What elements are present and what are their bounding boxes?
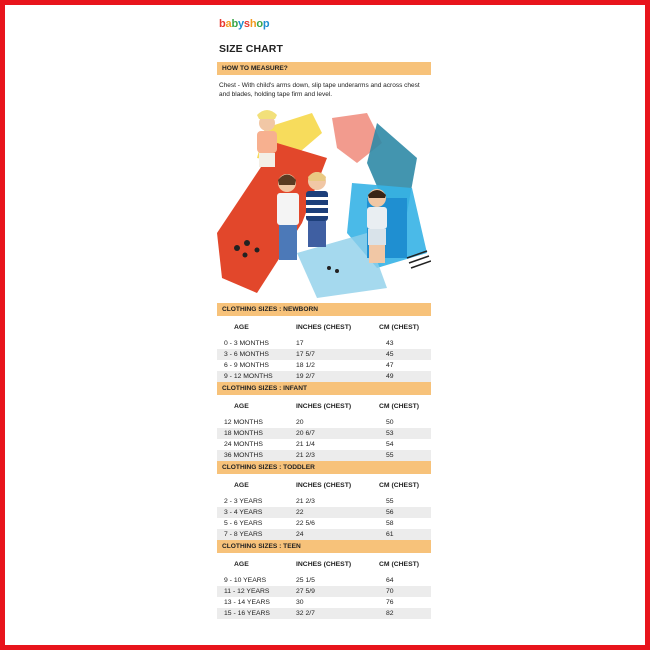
measure-instructions: Chest - With child's arms down, slip tape underarms and across chest and blades, holding tape firm and level. xyxy=(219,82,420,98)
table-row xyxy=(217,360,431,371)
cm-cell: 58 xyxy=(386,520,394,527)
cm-cell: 54 xyxy=(386,441,394,448)
age-cell: 12 MONTHS xyxy=(224,419,263,426)
col-age-header: AGE xyxy=(234,560,249,568)
table-header xyxy=(217,474,431,496)
cm-cell: 45 xyxy=(386,351,394,358)
inches-cell: 17 xyxy=(296,340,304,347)
age-cell: 5 - 6 YEARS xyxy=(224,520,263,527)
inches-cell: 21 1/4 xyxy=(296,441,315,448)
table-row xyxy=(217,586,431,597)
size-section-2 xyxy=(217,461,431,540)
col-age-header: AGE xyxy=(234,481,249,489)
inches-cell: 24 xyxy=(296,531,304,538)
inches-cell: 22 5/6 xyxy=(296,520,315,527)
age-cell: 15 - 16 YEARS xyxy=(224,610,270,617)
col-age-header: AGE xyxy=(234,402,249,410)
inches-cell: 17 5/7 xyxy=(296,351,315,358)
table-header xyxy=(217,395,431,417)
table-row xyxy=(217,575,431,586)
table-body xyxy=(217,496,431,540)
size-chart-sheet xyxy=(217,18,431,619)
table-row xyxy=(217,417,431,428)
age-cell: 13 - 14 YEARS xyxy=(224,599,270,606)
table-row xyxy=(217,507,431,518)
cm-cell: 55 xyxy=(386,498,394,505)
cm-cell: 43 xyxy=(386,340,394,347)
age-cell: 3 - 4 YEARS xyxy=(224,509,263,516)
cm-cell: 47 xyxy=(386,362,394,369)
table-row xyxy=(217,349,431,360)
inches-cell: 20 xyxy=(296,419,304,426)
cm-cell: 70 xyxy=(386,588,394,595)
cm-cell: 49 xyxy=(386,373,394,380)
table-header xyxy=(217,553,431,575)
logo-letter: h xyxy=(249,18,257,30)
cm-cell: 61 xyxy=(386,531,394,538)
babyshop-logo xyxy=(219,18,431,36)
section-heading: CLOTHING SIZES : TODDLER xyxy=(217,461,431,474)
inches-cell: 27 5/9 xyxy=(296,588,315,595)
age-cell: 6 - 9 MONTHS xyxy=(224,362,269,369)
cm-cell: 55 xyxy=(386,452,394,459)
inches-cell: 25 1/5 xyxy=(296,577,315,584)
table-row xyxy=(217,597,431,608)
col-inches-header: INCHES (CHEST) xyxy=(296,402,352,410)
size-section-3 xyxy=(217,540,431,619)
section-heading: CLOTHING SIZES : INFANT xyxy=(217,382,431,395)
logo-letter: a xyxy=(225,18,232,30)
age-cell: 9 - 12 MONTHS xyxy=(224,373,273,380)
age-cell: 3 - 6 MONTHS xyxy=(224,351,269,358)
table-header xyxy=(217,316,431,338)
col-inches-header: INCHES (CHEST) xyxy=(296,560,352,568)
age-cell: 0 - 3 MONTHS xyxy=(224,340,269,347)
table-row xyxy=(217,496,431,507)
inches-cell: 20 6/7 xyxy=(296,430,315,437)
table-body xyxy=(217,338,431,382)
cm-cell: 82 xyxy=(386,610,394,617)
logo-letter: b xyxy=(231,18,238,30)
table-row xyxy=(217,608,431,619)
logo-letter: o xyxy=(256,18,263,30)
age-cell: 36 MONTHS xyxy=(224,452,263,459)
logo-letter: s xyxy=(243,18,250,30)
section-heading: CLOTHING SIZES : TEEN xyxy=(217,540,431,553)
inches-cell: 18 1/2 xyxy=(296,362,315,369)
logo-letter: b xyxy=(219,18,226,30)
page-title: SIZE CHART xyxy=(219,43,283,55)
cm-cell: 64 xyxy=(386,577,394,584)
age-cell: 2 - 3 YEARS xyxy=(224,498,263,505)
cm-cell: 76 xyxy=(386,599,394,606)
kids-illustration xyxy=(217,103,431,303)
table-row xyxy=(217,338,431,349)
cm-cell: 53 xyxy=(386,430,394,437)
col-inches-header: INCHES (CHEST) xyxy=(296,481,352,489)
inches-cell: 22 xyxy=(296,509,304,516)
how-to-measure-heading: HOW TO MEASURE? xyxy=(217,62,431,75)
table-row xyxy=(217,371,431,382)
col-cm-header: CM (CHEST) xyxy=(379,481,420,489)
table-row xyxy=(217,518,431,529)
inches-cell: 21 2/3 xyxy=(296,498,315,505)
kids-paint-illustration xyxy=(217,103,431,303)
age-cell: 9 - 10 YEARS xyxy=(224,577,267,584)
inches-cell: 21 2/3 xyxy=(296,452,315,459)
inches-cell: 30 xyxy=(296,599,304,606)
age-cell: 18 MONTHS xyxy=(224,430,263,437)
age-cell: 11 - 12 YEARS xyxy=(224,588,270,595)
size-tables xyxy=(217,303,431,619)
cm-cell: 50 xyxy=(386,419,394,426)
cm-cell: 56 xyxy=(386,509,394,516)
age-cell: 24 MONTHS xyxy=(224,441,263,448)
logo-letter: y xyxy=(237,18,244,30)
table-row xyxy=(217,439,431,450)
table-body xyxy=(217,575,431,619)
table-row xyxy=(217,529,431,540)
table-row xyxy=(217,428,431,439)
size-section-0 xyxy=(217,303,431,382)
col-inches-header: INCHES (CHEST) xyxy=(296,323,352,331)
inches-cell: 19 2/7 xyxy=(296,373,315,380)
inches-cell: 32 2/7 xyxy=(296,610,315,617)
size-section-1 xyxy=(217,382,431,461)
age-cell: 7 - 8 YEARS xyxy=(224,531,263,538)
col-cm-header: CM (CHEST) xyxy=(379,560,420,568)
col-cm-header: CM (CHEST) xyxy=(379,402,420,410)
table-body xyxy=(217,417,431,461)
col-cm-header: CM (CHEST) xyxy=(379,323,420,331)
table-row xyxy=(217,450,431,461)
section-heading: CLOTHING SIZES : NEWBORN xyxy=(217,303,431,316)
logo-letter: p xyxy=(262,18,270,30)
col-age-header: AGE xyxy=(234,323,249,331)
